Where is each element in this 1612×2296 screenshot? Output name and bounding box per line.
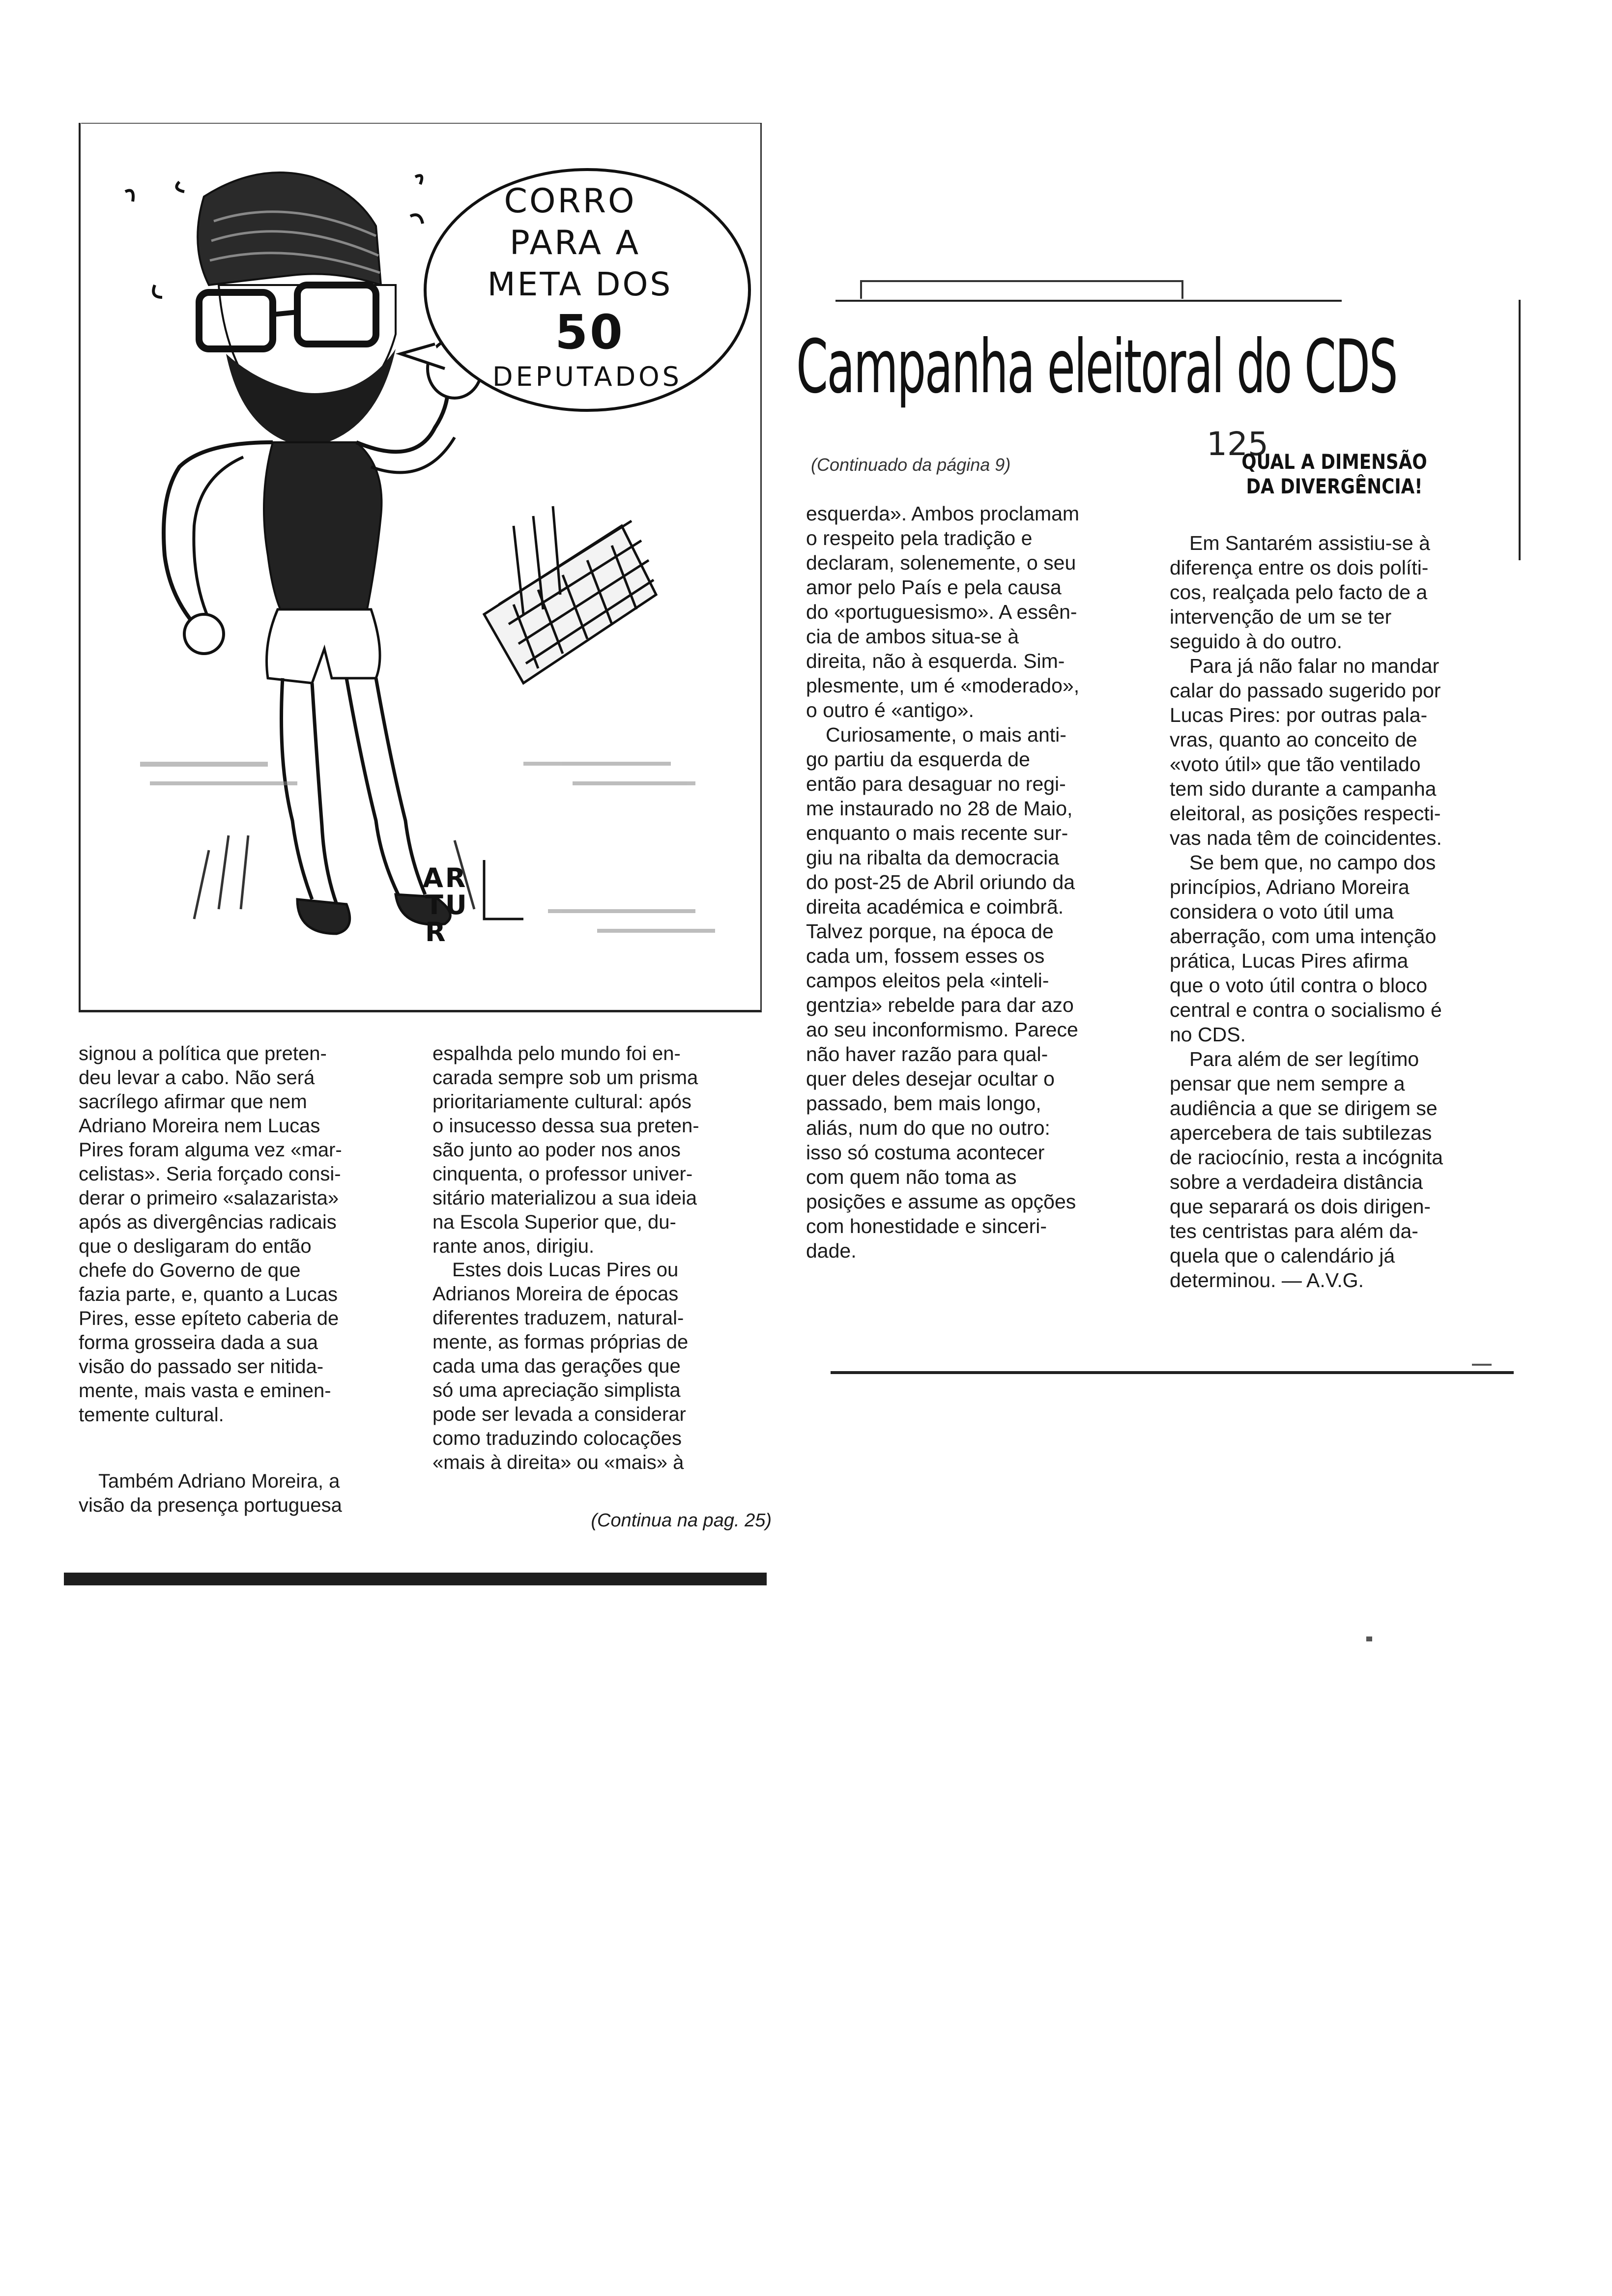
continua-note: (Continua na pag. 25)	[591, 1510, 772, 1531]
text-line: Talvez porque, na época de	[806, 920, 1054, 943]
text-line: pode ser levada a considerar	[432, 1404, 686, 1425]
left-article-column-2	[432, 1042, 767, 1259]
text-line: chefe do Governo de que	[79, 1260, 301, 1281]
text-line: cada um, fossem esses os	[806, 945, 1045, 967]
artist-signature-2: TU	[425, 890, 469, 920]
text-line: Também Adriano Moreira, a	[98, 1470, 340, 1492]
text-line: esquerda». Ambos proclamam	[806, 502, 1080, 525]
artist-signature-1: AR	[423, 862, 468, 893]
text-line: do «portuguesismo». A essên-	[806, 601, 1077, 623]
subhead-line-1: QUAL A DIMENSÃO	[1241, 450, 1427, 474]
text-line: me instaurado no 28 de Maio,	[806, 797, 1073, 820]
text-line: Pires, esse epíteto caberia de	[79, 1308, 339, 1329]
text-line: não haver razão para qual-	[806, 1043, 1048, 1065]
text-line: determinou. — A.V.G.	[1170, 1269, 1364, 1292]
text-line: o respeito pela tradição e	[806, 527, 1033, 549]
right-article-column-2	[1170, 531, 1499, 1292]
text-line: cinquenta, o professor univer-	[432, 1163, 693, 1185]
text-line: visão do passado ser nitida-	[79, 1356, 324, 1378]
text-line: prática, Lucas Pires afirma	[1170, 949, 1409, 972]
text-line: plesmente, um é «moderado»,	[806, 674, 1080, 697]
text-line: prioritariamente cultural: após	[432, 1091, 691, 1113]
right-article-side-rule	[1519, 300, 1521, 560]
shorts	[267, 609, 380, 683]
singlet	[264, 442, 381, 614]
text-line: amor pelo País e pela causa	[806, 576, 1062, 599]
text-line: intervenção de um se ter	[1170, 605, 1392, 628]
text-line: Em Santarém assistiu-se à	[1189, 532, 1430, 554]
text-line: tem sido durante a campanha	[1170, 777, 1437, 800]
text-line: ao seu inconformismo. Parece	[806, 1018, 1078, 1041]
right-article-column-1	[806, 501, 1155, 1263]
text-line: cada uma das gerações que	[432, 1355, 681, 1377]
text-line: vas nada têm de coincidentes.	[1170, 827, 1442, 849]
masthead-fragment-rule	[835, 300, 1342, 302]
text-line: Se bem que, no campo dos	[1189, 851, 1436, 874]
bubble-line-5: DEPUTADOS	[492, 361, 682, 392]
text-line: forma grosseira dada a sua	[79, 1332, 318, 1353]
masthead-fragment-box	[860, 280, 1183, 299]
right-article-bottom-rule	[831, 1371, 1514, 1374]
text-line: espalhda pelo mundo foi en-	[432, 1043, 681, 1064]
text-line: celistas». Seria forçado consi-	[79, 1163, 341, 1185]
text-line: o outro é «antigo».	[806, 699, 974, 721]
text-line: declaram, solenemente, o seu	[806, 551, 1076, 574]
text-line: Adriano Moreira nem Lucas	[79, 1115, 320, 1137]
left-fist	[184, 614, 224, 654]
text-line: enquanto o mais recente sur-	[806, 822, 1068, 844]
text-line: cia de ambos situa-se à	[806, 625, 1019, 648]
text-line: na Escola Superior que, du-	[432, 1211, 676, 1233]
artist-signature-3: R	[425, 917, 448, 947]
text-line: são junto ao poder nos anos	[432, 1139, 681, 1161]
text-line: sobre a verdadeira distância	[1170, 1171, 1423, 1193]
text-line: carada sempre sob um prisma	[432, 1067, 698, 1089]
text-line: go partiu da esquerda de	[806, 748, 1030, 771]
text-line: dade.	[806, 1239, 857, 1262]
text-line: Para já não falar no mandar	[1189, 655, 1439, 677]
text-line: só uma apreciação simplista	[432, 1379, 681, 1401]
text-line: visão da presença portuguesa	[79, 1494, 342, 1516]
text-line: que o voto útil contra o bloco	[1170, 974, 1428, 997]
subhead-line-2: DA DIVERGÊNCIA!	[1246, 474, 1423, 498]
text-line: vras, quanto ao conceito de	[1170, 728, 1417, 751]
text-line: gentzia» rebelde para dar azo	[806, 994, 1074, 1016]
text-line: passado, bem mais longo,	[806, 1092, 1041, 1115]
text-line: direita académica e coimbrã.	[806, 895, 1064, 918]
left-sandal	[297, 899, 350, 934]
article-headline: Campanha eleitoral do CDS	[796, 324, 1397, 410]
dark-divider-band	[64, 1573, 767, 1585]
text-line: Adrianos Moreira de épocas	[432, 1283, 679, 1305]
text-line: aliás, num do que no outro:	[806, 1117, 1050, 1139]
text-line: princípios, Adriano Moreira	[1170, 876, 1410, 898]
text-line: diferentes traduzem, natural-	[432, 1307, 684, 1329]
text-line: temente cultural.	[79, 1404, 224, 1426]
text-line: Lucas Pires: por outras pala-	[1170, 704, 1428, 726]
text-line: com quem não toma as	[806, 1166, 1017, 1188]
text-line: Estes dois Lucas Pires ou	[452, 1259, 679, 1281]
text-line: signou a política que preten-	[79, 1043, 327, 1064]
text-line: considera o voto útil uma	[1170, 900, 1394, 923]
text-line: Pires foram alguma vez «mar-	[79, 1139, 342, 1161]
text-line: quer deles desejar ocultar o	[806, 1067, 1055, 1090]
bubble-line-4: 50	[555, 305, 625, 360]
text-line: «mais à direita» ou «mais» à	[432, 1452, 684, 1473]
left-article-column-1	[79, 1042, 403, 1427]
text-line: após as divergências radicais	[79, 1211, 337, 1233]
hair-cap	[198, 172, 381, 285]
text-line: seguido à do outro.	[1170, 630, 1343, 653]
text-line: sacrílego afirmar que nem	[79, 1091, 307, 1113]
text-line: Para além de ser legítimo	[1189, 1048, 1419, 1070]
page-speck	[1366, 1636, 1372, 1641]
text-line: diferença entre os dois políti-	[1170, 556, 1429, 579]
text-line: fazia parte, e, quanto a Lucas	[79, 1284, 338, 1305]
text-line: eleitoral, as posições respecti-	[1170, 802, 1441, 825]
text-line: audiência a que se dirigem se	[1170, 1097, 1438, 1119]
left-leg	[282, 678, 313, 899]
bubble-line-3: META DOS	[487, 265, 673, 303]
text-line: sitário materializou a sua ideia	[432, 1187, 697, 1209]
text-line: aberração, com uma intenção	[1170, 925, 1437, 947]
text-line: tes centristas para além da-	[1170, 1220, 1418, 1242]
text-line: no CDS.	[1170, 1023, 1246, 1046]
text-line: direita, não à esquerda. Sim-	[806, 650, 1065, 672]
bubble-line-1: CORRO	[504, 182, 636, 221]
text-line: deu levar a cabo. Não será	[79, 1067, 315, 1089]
continued-from-label: (Continuado da página 9)	[811, 455, 1011, 475]
text-line: mente, mais vasta e eminen-	[79, 1380, 331, 1402]
text-line: mente, as formas próprias de	[432, 1331, 689, 1353]
text-line: o insucesso dessa sua preten-	[432, 1115, 699, 1137]
text-line: «voto útil» que tão ventilado	[1170, 753, 1421, 775]
text-line: então para desaguar no regi-	[806, 773, 1066, 795]
left-arm	[164, 442, 273, 624]
text-line: que o desligaram do então	[79, 1235, 312, 1257]
text-line: isso só costuma acontecer	[806, 1141, 1045, 1164]
text-line: pensar que nem sempre a	[1170, 1072, 1405, 1095]
basket-weave-wall	[484, 506, 656, 683]
text-line: de raciocínio, resta a incógnita	[1170, 1146, 1443, 1169]
article-subhead	[1238, 450, 1431, 499]
text-line: rante anos, dirigiu.	[432, 1235, 595, 1257]
text-line: do post-25 de Abril oriundo da	[806, 871, 1075, 893]
text-line: quela que o calendário já	[1170, 1244, 1395, 1267]
text-line: derar o primeiro «salazarista»	[79, 1187, 339, 1209]
text-line: apercebera de tais subtilezas	[1170, 1121, 1432, 1144]
text-line: como traduzindo colocações	[432, 1428, 682, 1449]
text-line: posições e assume as opções	[806, 1190, 1076, 1213]
text-line: com honestidade e sinceri-	[806, 1215, 1047, 1237]
page-speck	[1472, 1364, 1492, 1366]
text-line: que separará os dois dirigen-	[1170, 1195, 1431, 1218]
page-marker: 125	[1207, 425, 1268, 463]
text-line: giu na ribalta da democracia	[806, 846, 1060, 869]
text-line: central e contra o socialismo é	[1170, 999, 1442, 1021]
text-line: Curiosamente, o mais anti-	[826, 723, 1066, 746]
left-article-column-2-para-2	[432, 1258, 767, 1475]
bubble-line-2: PARA A	[509, 224, 641, 262]
text-line: calar do passado sugerido por	[1170, 679, 1441, 702]
right-leg	[346, 678, 401, 899]
left-article-column-1-para-2	[79, 1469, 403, 1518]
text-line: campos eleitos pela «inteli-	[806, 969, 1049, 992]
text-line: cos, realçada pelo facto de a	[1170, 581, 1428, 603]
